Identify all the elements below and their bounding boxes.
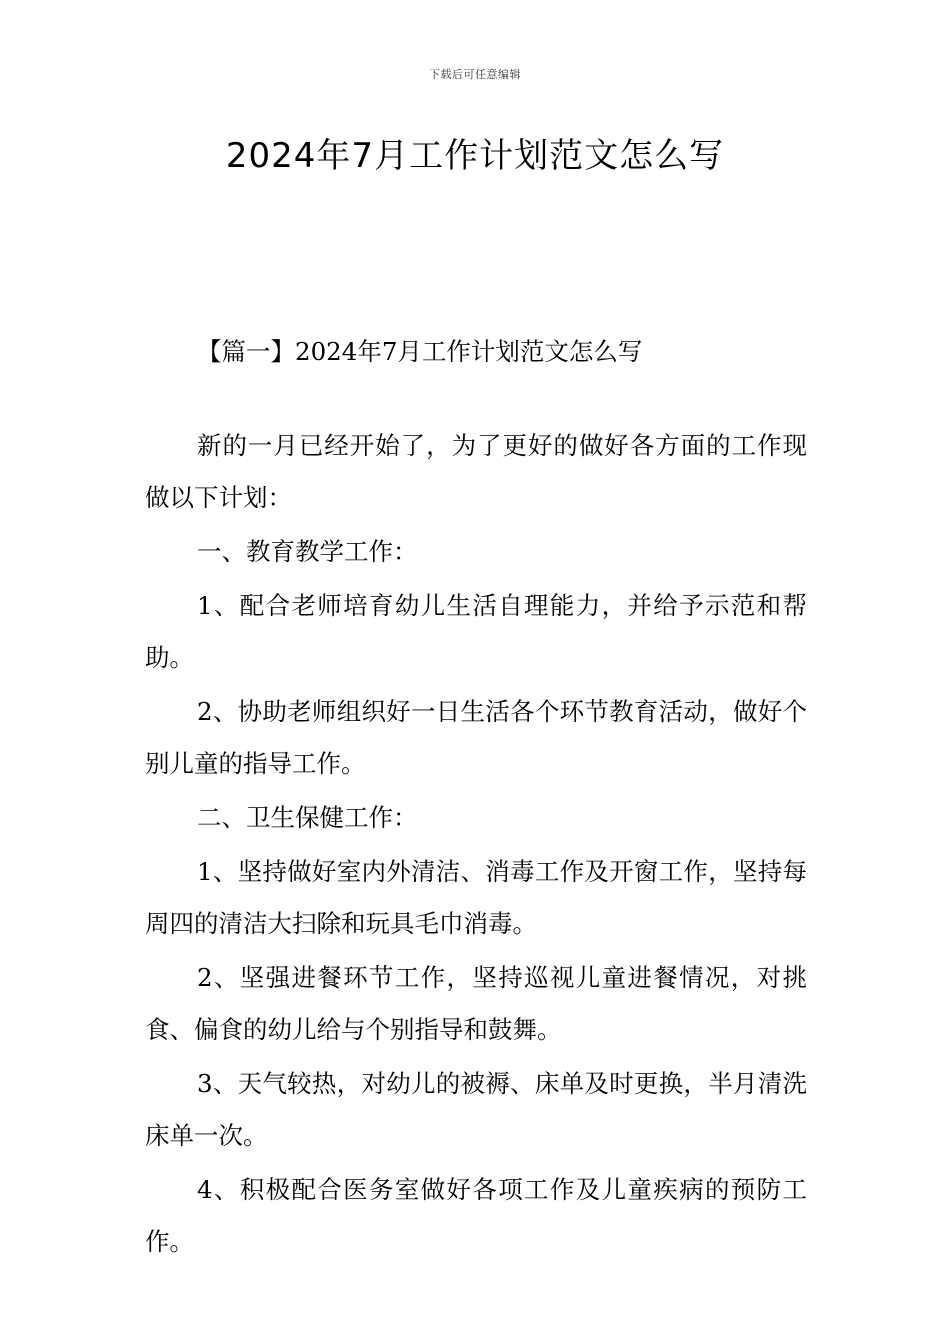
paragraph-health-2: 2、坚强进餐环节工作，坚持巡视儿童进餐情况，对挑食、偏食的幼儿给与个别指导和鼓舞。: [145, 963, 807, 1044]
paragraph-intro: 新的一月已经开始了，为了更好的做好各方面的工作现做以下计划：: [145, 431, 807, 512]
paragraph-education-1: 1、配合老师培育幼儿生活自理能力，并给予示范和帮助。: [145, 591, 807, 672]
paragraph-health-1: 1、坚持做好室内外清洁、消毒工作及开窗工作，坚持每周四的清洁大扫除和玩具毛巾消毒。: [145, 857, 807, 938]
document-body: [145, 420, 807, 1270]
document-title: 2024年7月工作计划范文怎么写: [225, 136, 725, 176]
section-heading: 【篇一】2024年7月工作计划范文怎么写: [197, 337, 643, 366]
header-note: 下载后可任意编辑: [429, 68, 521, 81]
paragraph-health-3: 3、天气较热，对幼儿的被褥、床单及时更换，半月清洗床单一次。: [145, 1069, 807, 1150]
paragraph-health-4: 4、积极配合医务室做好各项工作及儿童疾病的预防工作。: [145, 1175, 807, 1256]
paragraph-heading-health: 二、卫生保健工作：: [197, 803, 418, 832]
paragraph-heading-education: 一、教育教学工作：: [197, 537, 418, 566]
paragraph-education-2: 2、协助老师组织好一日生活各个环节教育活动，做好个别儿童的指导工作。: [145, 697, 807, 778]
